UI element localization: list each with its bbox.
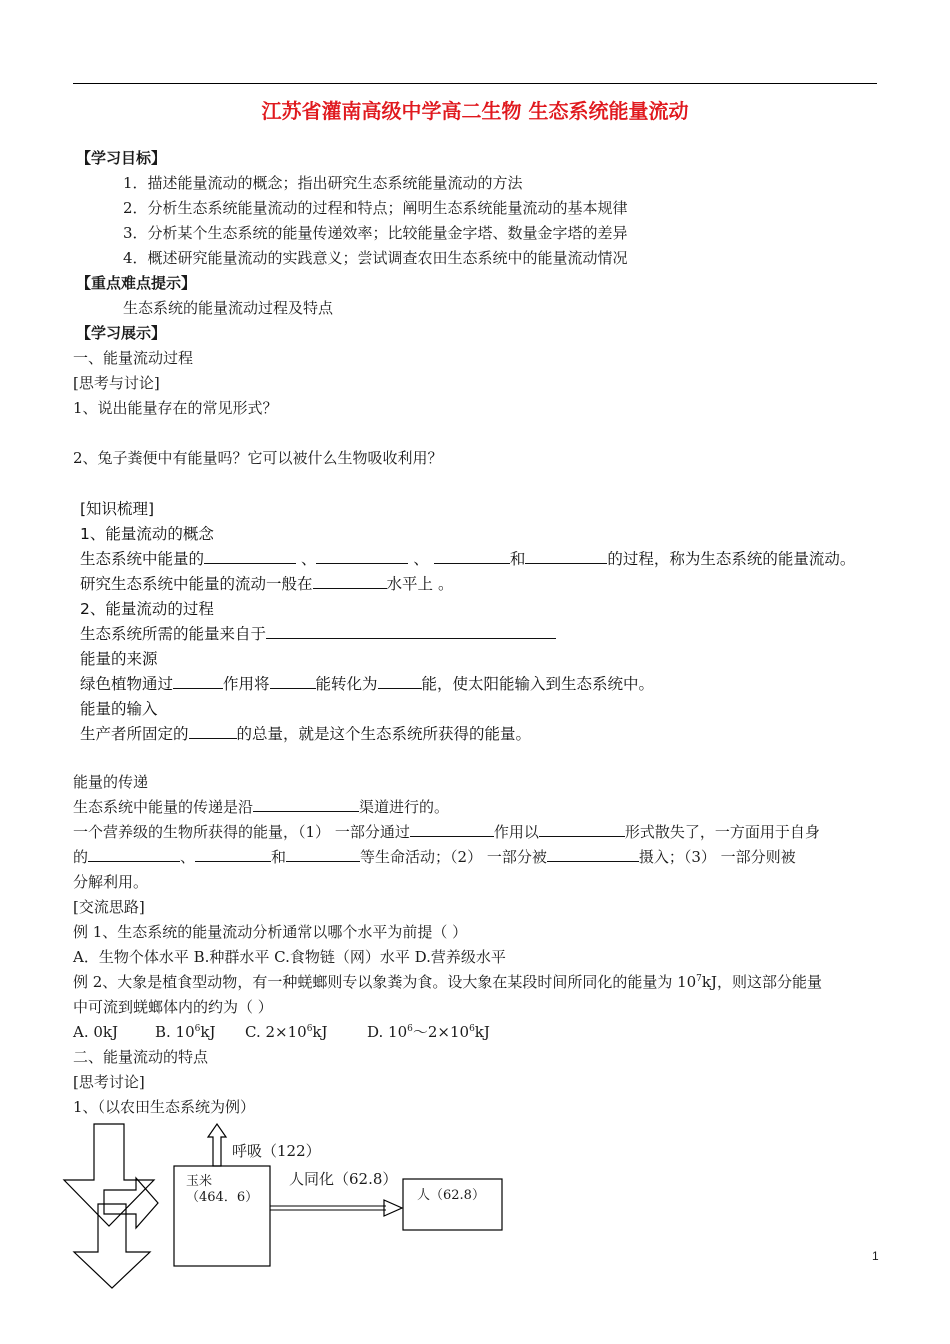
transfer-text-2a: 一个营养级的生物所获得的能量，（1） 一部分通过 [73,823,410,841]
flow-arrowhead [384,1200,402,1216]
input-text-b: 的总量，就是这个生态系统所获得的能量。 [236,725,532,743]
transfer-text-3e: 摄入；（3） 一部分则被 [638,848,796,866]
example-1: 例 1、生态系统的能量流动分析通常以哪个水平为前提（ ） [73,923,468,941]
loss-down-arrow [74,1204,150,1288]
section-1-title: 一、能量流动过程 [73,349,194,367]
option-b-text: B. 10 [155,1023,195,1041]
process-title: 2、能量流动的过程 [80,600,214,618]
goal-item-1: 1．描述能量流动的概念；指出研究生态系统能量流动的方法 [123,174,523,192]
transfer-text-3b: 、 [180,848,196,866]
input-text-a: 生产者所固定的 [80,725,189,743]
transfer-text-3c: 和 [271,848,287,866]
transfer-text-1b: 渠道进行的。 [359,798,450,816]
think-discuss-label: [思考与讨论] [73,374,160,392]
sep-1: 、 [300,550,317,568]
exchange-heading: [交流思路] [73,898,145,916]
transfer-line-4: 分解利用。 [73,873,149,891]
concept-end: 的过程，称为生态系统的能量流动。 [607,550,856,568]
transfer-text-1a: 生态系统中能量的传递是沿 [73,798,254,816]
plant-text-c: 能转化为 [315,675,378,693]
option-b-exponent: 6 [194,1024,201,1034]
goal-item-3: 3．分析某个生态系统的能量传递效率；比较能量金字塔、数量金字塔的差异 [123,224,628,242]
plant-text-d: 能，使太阳能输入到生态系统中。 [421,675,655,693]
concept-title: 1、能量流动的概念 [80,525,214,543]
page-number: 1 [872,1249,879,1263]
option-d-exponent-1: 6 [407,1024,413,1034]
concept-text-a: 生态系统中能量的 [80,550,205,568]
input-title: 能量的输入 [80,700,158,718]
transfer-text-3d: 等生命活动；（2） 一部分被 [360,848,547,866]
display-heading: 【学习展示】 [76,324,167,342]
plant-text-a: 绿色植物通过 [80,675,174,693]
option-d-exponent-2: 6 [469,1024,475,1034]
example-2-text-b: kJ，则这部分能量 [701,973,823,991]
option-c-text: C. 2×10 [245,1023,307,1041]
question-2: 2、兔子粪便中有能量吗？它可以被什么生物吸收利用？ [73,449,443,467]
question-1: 1、说出能量存在的常见形式？ [73,399,278,417]
example-2-exponent: 7 [696,974,702,984]
example-2-text-a: 例 2、大象是植食型动物，有一种蜣螂则专以象粪为食。设大象在某段时间所同化的能量为 10 [73,973,697,991]
option-b-unit: kJ [200,1023,216,1041]
option-d-unit: kJ [474,1023,490,1041]
study-text-b: 水平上 。 [386,575,454,593]
corn-value: （464．6） [186,1190,259,1205]
respiration-label: 呼吸（122） [232,1142,321,1160]
example-1-options: A．生物个体水平 B.种群水平 C.食物链（网）水平 D.营养级水平 [73,948,506,966]
sep-2: 、 [413,550,429,568]
transfer-text-3a: 的 [73,848,89,866]
plant-text-b: 作用将 [223,675,270,693]
key-points-text: 生态系统的能量流动过程及特点 [123,299,334,317]
goal-item-4: 4．概述研究能量流动的实践意义；尝试调查农田生态系统中的能量流动情况 [123,249,628,267]
key-points-heading: 【重点难点提示】 [76,274,197,292]
option-d-text-b: ～2×10 [412,1023,470,1041]
section-2-think: [思考讨论] [73,1073,145,1091]
human-label: 人（62.8） [417,1188,485,1203]
document-title: 江苏省灌南高级中学高二生物 生态系统能量流动 [261,99,689,123]
transfer-title: 能量的传递 [73,773,149,791]
study-text-a: 研究生态系统中能量的流动一般在 [80,575,313,593]
sunlight-down-arrow [64,1124,154,1226]
option-c-unit: kJ [312,1023,328,1041]
respiration-up-arrow [208,1124,226,1166]
knowledge-heading: [知识梳理] [80,500,155,518]
source-title: 能量的来源 [80,650,158,668]
goal-item-2: 2．分析生态系统能量流动的过程和特点；阐明生态系统能量流动的基本规律 [123,199,628,217]
corn-label: 玉米 [186,1174,213,1189]
transfer-text-2c: 形式散失了，一方面用于自身 [624,823,820,841]
source-text: 生态系统所需的能量来自于 [80,625,267,643]
goals-heading: 【学习目标】 [76,149,167,167]
option-c-exponent: 6 [306,1024,313,1034]
human-assimilation-label: 人同化（62.8） [289,1170,398,1188]
section-2-question-1: 1、（以农田生态系统为例） [73,1098,256,1116]
section-2-title: 二、能量流动的特点 [73,1048,209,1066]
option-a: A. 0kJ [73,1023,119,1041]
example-2-line-2: 中可流到蜣螂体内的约为（ ） [73,998,273,1016]
transfer-text-2b: 作用以 [493,823,539,841]
option-d-text-a: D. 10 [367,1023,408,1041]
concept-he: 和 [509,550,526,568]
